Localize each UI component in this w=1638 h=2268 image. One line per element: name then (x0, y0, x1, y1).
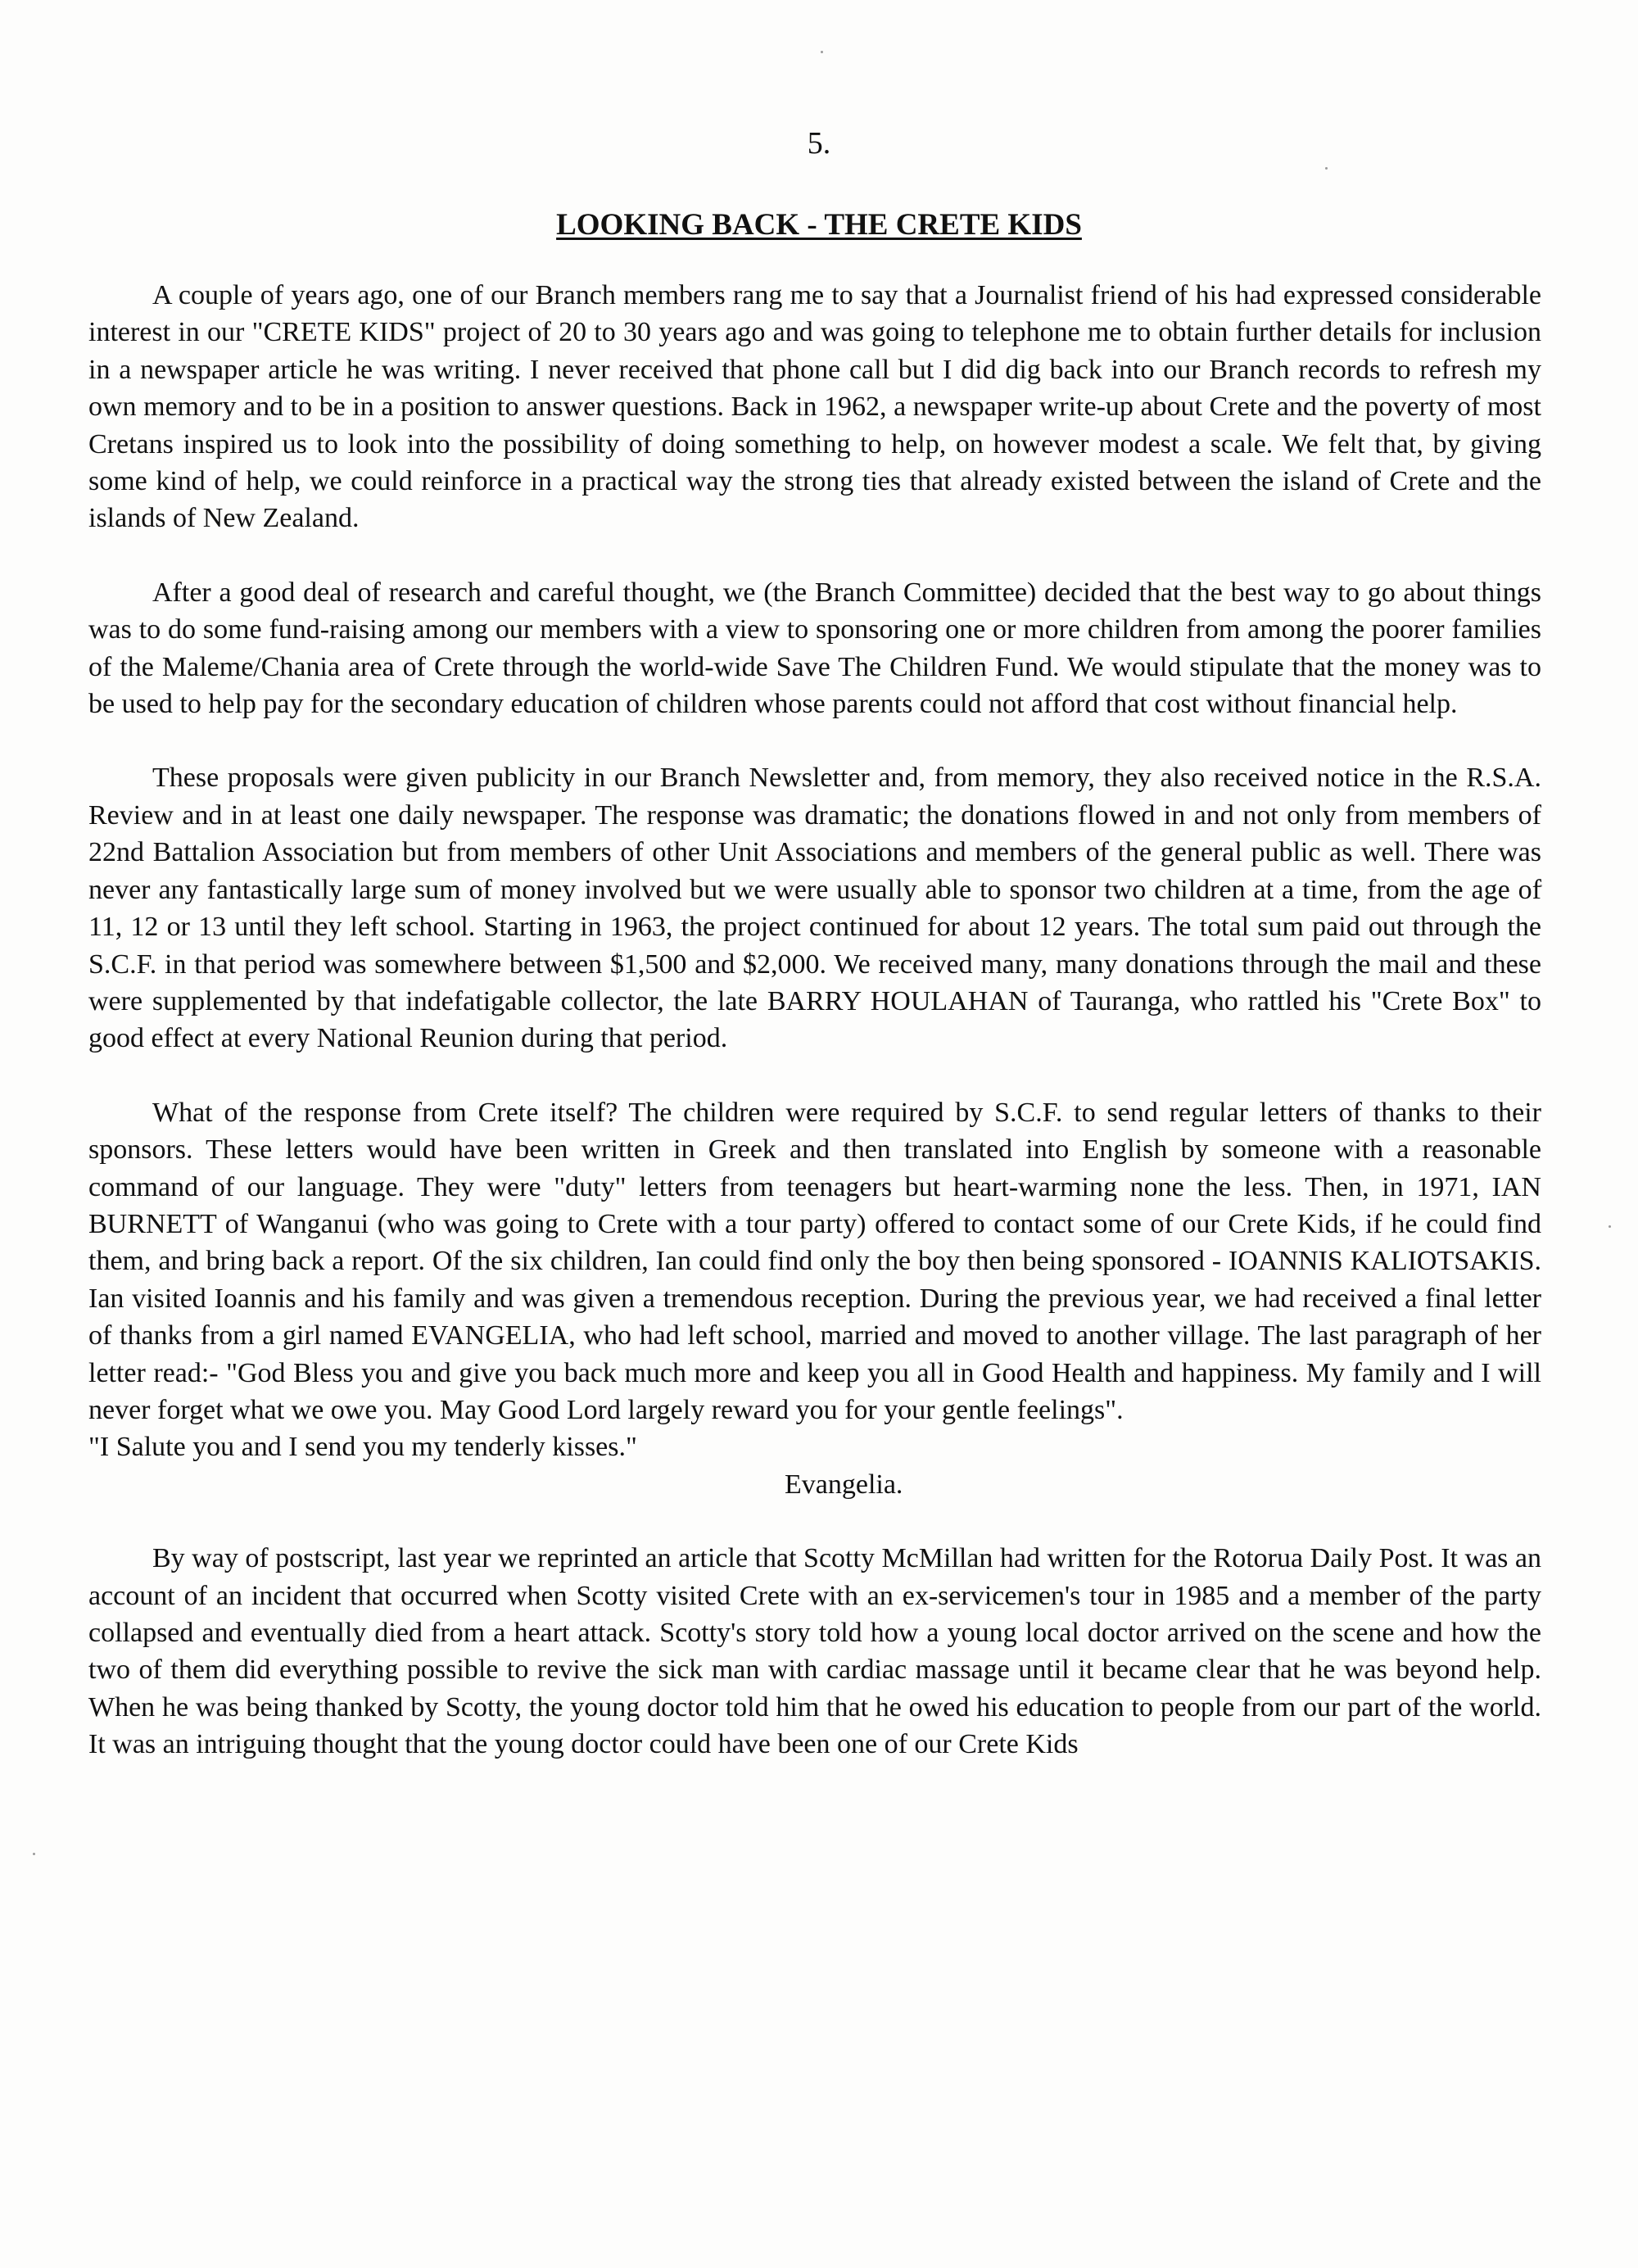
article-body (88, 277, 1541, 1800)
scan-speck (1325, 167, 1328, 170)
paragraph-publicity: These proposals were given publicity in our Branch Newsletter and, from memory, they also received notice in the R.S.A. Review and in at least one daily newspaper. The response was dramatic; the donations flowed in and not only from members of 22nd Battalion Association but from members of other Unit Associations and members of the general public as well. There was never any fantastically large sum of money involved but we were usually able to sponsor two children at a time, from the age of 11, 12 or 13 until they left school. Starting in 1963, the project continued for about 12 years. The total sum paid out through the S.C.F. in that period was somewhere between $1,500 and $2,000. We received many, many donations through the mail and these were supplemented by that indefatigable collector, the late BARRY HOULAHAN of Tauranga, who rattled his "Crete Box" to good effect at every National Reunion during that period. (88, 763, 1541, 1054)
page-number: 5. (807, 126, 831, 161)
scan-speck (33, 1853, 35, 1855)
article-title: LOOKING BACK - THE CRETE KIDS (556, 208, 1082, 242)
paragraph-response: What of the response from Crete itself? The children were required by S.C.F. to send regular letters of thanks to their sponsors. These letters would have been written in Greek and then translated into English by someone with a reasonable command of our language. They were "duty" letters from teenagers but heart-warming none the less. Then, in 1971, IAN BURNETT of Wanganui (who was going to Crete with a tour party) offered to contact some of our Crete Kids, if he could find them, and bring back a report. Of the six children, Ian could find only the boy then being sponsored - IOANNIS KALIOTSAKIS. Ian visited Ioannis and his family and was given a tremendous reception. During the previous year, we had received a final letter of thanks from a girl named EVANGELIA, who had left school, married and moved to another village. The last paragraph of her letter read:- "God Bless you and give you back much more and keep you all in Good Health and happiness. My family and I will never forget what we owe you. May Good Lord largely reward you for your gentle feelings". (88, 1097, 1541, 1425)
letter-signature: Evangelia. (785, 1469, 903, 1500)
letter-closing-quote: "I Salute you and I send you my tenderly kisses." (88, 1432, 637, 1463)
scan-speck (1609, 1225, 1611, 1228)
paragraph-research: After a good deal of research and careful thought, we (the Branch Committee) decided that the best way to go about things was to do some fund-raising among our members with a view to sponsoring one or more children from among the poorer families of the Maleme/Chania area of Crete through the world-wide Save The Children Fund. We would stipulate that the money was to be used to help pay for the secondary education of children whose parents could not afford that cost without financial help. (88, 577, 1541, 720)
scan-speck (821, 51, 823, 53)
paragraph-postscript: By way of postscript, last year we reprinted an article that Scotty McMillan had written for the Rotorua Daily Post. It was an account of an incident that occurred when Scotty visited Crete with an ex-servicemen's tour in 1985 and a member of the party collapsed and eventually died from a heart attack. Scotty's story told how a young local doctor arrived on the scene and how the two of them did everything possible to revive the sick man with cardiac massage until it became clear that he was beyond help. When he was being thanked by Scotty, the young doctor told him that he owed his education to people from our part of the world. It was an intriguing thought that the young doctor could have been one of our Crete Kids (88, 1543, 1541, 1760)
paragraph-intro: A couple of years ago, one of our Branch members rang me to say that a Journalist friend of his had expressed considerable interest in our "CRETE KIDS" project of 20 to 30 years ago and was going to telephone me to obtain further details for inclusion in a newspaper article he was writing. I never received that phone call but I did dig back into our Branch records to refresh my own memory and to be in a position to answer questions. Back in 1962, a newspaper write-up about Crete and the poverty of most Cretans inspired us to look into the possibility of doing something to help, on however modest a scale. We felt that, by giving some kind of help, we could reinforce in a practical way the strong ties that already existed between the island of Crete and the islands of New Zealand. (88, 280, 1541, 534)
